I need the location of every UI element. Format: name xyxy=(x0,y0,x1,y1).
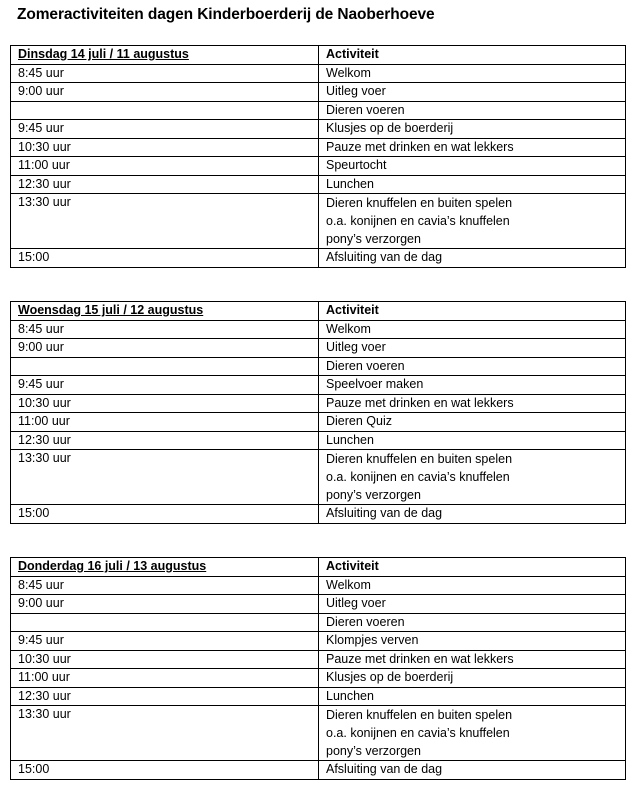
activity-line: Speelvoer maken xyxy=(326,377,424,391)
activity-line: Dieren knuffelen en buiten spelen xyxy=(326,452,513,466)
activity-cell xyxy=(319,194,626,249)
table-row xyxy=(11,101,626,120)
schedule-header-row xyxy=(11,46,626,65)
table-row xyxy=(11,320,626,339)
table-row xyxy=(11,194,626,249)
time-cell: 11:00 uur xyxy=(11,413,319,432)
activity-line: Klusjes op de boerderij xyxy=(326,670,454,684)
activity-line: Uitleg voer xyxy=(326,596,386,610)
activity-line: Pauze met drinken en wat lekkers xyxy=(326,651,514,666)
activity-line: pony’s verzorgen xyxy=(326,232,421,246)
table-row xyxy=(11,138,626,157)
activity-cell xyxy=(319,320,626,339)
table-row xyxy=(11,175,626,194)
activity-line: Dieren knuffelen en buiten spelen xyxy=(326,196,513,210)
day-date-label: Dinsdag 14 juli / 11 augustus xyxy=(18,47,189,61)
table-row xyxy=(11,505,626,524)
day-date-header xyxy=(11,302,319,321)
table-row xyxy=(11,761,626,780)
time-cell: 10:30 uur xyxy=(11,138,319,157)
activity-cell xyxy=(319,669,626,688)
activity-line: Pauze met drinken en wat lekkers xyxy=(326,395,514,410)
activity-cell xyxy=(319,632,626,651)
activity-line: Dieren knuffelen en buiten spelen xyxy=(326,708,513,722)
schedule-table-day-3 xyxy=(10,557,626,780)
time-cell: 9:45 uur xyxy=(11,376,319,395)
activity-line: Lunchen xyxy=(326,432,374,447)
table-row xyxy=(11,613,626,632)
table-row xyxy=(11,394,626,413)
table-row xyxy=(11,576,626,595)
activity-cell xyxy=(319,101,626,120)
time-cell: 13:30 uur xyxy=(11,706,319,761)
activity-line: o.a. konijnen en cavia’s knuffelen xyxy=(326,726,510,740)
activity-cell xyxy=(319,706,626,761)
time-cell xyxy=(11,613,319,632)
activity-cell xyxy=(319,249,626,268)
time-cell: 13:30 uur xyxy=(11,450,319,505)
activity-cell xyxy=(319,376,626,395)
day-date-label: Donderdag 16 juli / 13 augustus xyxy=(18,559,207,573)
time-cell: 12:30 uur xyxy=(11,687,319,706)
time-cell xyxy=(11,101,319,120)
table-row xyxy=(11,357,626,376)
activity-line: Klompjes verven xyxy=(326,633,419,647)
activity-line: Lunchen xyxy=(326,688,374,703)
activity-cell xyxy=(319,394,626,413)
activity-line: Dieren voeren xyxy=(326,358,405,373)
time-cell: 9:45 uur xyxy=(11,120,319,139)
table-row xyxy=(11,632,626,651)
table-row xyxy=(11,64,626,83)
schedule-table-day-2 xyxy=(10,301,626,524)
table-row xyxy=(11,669,626,688)
activity-cell xyxy=(319,138,626,157)
activity-line: o.a. konijnen en cavia’s knuffelen xyxy=(326,470,510,484)
activity-cell xyxy=(319,120,626,139)
activity-line: Dieren voeren xyxy=(326,614,405,629)
time-cell xyxy=(11,357,319,376)
table-row xyxy=(11,157,626,176)
activity-line: Welkom xyxy=(326,65,371,80)
day-date-header xyxy=(11,558,319,577)
time-cell: 11:00 uur xyxy=(11,669,319,688)
activity-line: Afsluiting van de dag xyxy=(326,762,443,776)
time-cell: 12:30 uur xyxy=(11,431,319,450)
table-row xyxy=(11,249,626,268)
table-row xyxy=(11,413,626,432)
activity-cell xyxy=(319,505,626,524)
table-row xyxy=(11,83,626,102)
activity-cell xyxy=(319,339,626,358)
activity-column-header: Activiteit xyxy=(319,46,626,65)
time-cell: 9:00 uur xyxy=(11,595,319,614)
time-cell: 15:00 xyxy=(11,249,319,268)
activity-line: Welkom xyxy=(326,577,371,592)
activity-line: Uitleg voer xyxy=(326,340,386,354)
activity-line: Dieren Quiz xyxy=(326,414,392,428)
time-cell: 12:30 uur xyxy=(11,175,319,194)
activity-line: Lunchen xyxy=(326,176,374,191)
table-row xyxy=(11,376,626,395)
table-row xyxy=(11,687,626,706)
activity-line: Pauze met drinken en wat lekkers xyxy=(326,139,514,154)
activity-cell xyxy=(319,413,626,432)
activity-line: pony’s verzorgen xyxy=(326,744,421,758)
activity-cell xyxy=(319,650,626,669)
day-date-header xyxy=(11,46,319,65)
table-row xyxy=(11,339,626,358)
activity-cell xyxy=(319,175,626,194)
time-cell: 8:45 uur xyxy=(11,320,319,339)
activity-cell xyxy=(319,761,626,780)
activity-line: Welkom xyxy=(326,321,371,336)
activity-cell xyxy=(319,357,626,376)
activity-cell xyxy=(319,64,626,83)
activity-line: Speurtocht xyxy=(326,158,387,172)
time-cell: 9:00 uur xyxy=(11,83,319,102)
activity-cell xyxy=(319,613,626,632)
activity-line: Uitleg voer xyxy=(326,84,386,98)
schedule-header-row xyxy=(11,302,626,321)
day-date-label: Woensdag 15 juli / 12 augustus xyxy=(18,303,204,317)
activity-cell xyxy=(319,450,626,505)
table-row xyxy=(11,431,626,450)
time-cell: 9:00 uur xyxy=(11,339,319,358)
activity-cell xyxy=(319,431,626,450)
schedule-header-row xyxy=(11,558,626,577)
time-cell: 10:30 uur xyxy=(11,650,319,669)
activity-cell xyxy=(319,157,626,176)
time-cell: 8:45 uur xyxy=(11,576,319,595)
time-cell: 15:00 xyxy=(11,761,319,780)
activity-line: Klusjes op de boerderij xyxy=(326,121,454,135)
table-row xyxy=(11,595,626,614)
page-title: Zomeractiviteiten dagen Kinderboerderij de Naoberhoeve xyxy=(17,6,435,23)
time-cell: 8:45 uur xyxy=(11,64,319,83)
activity-cell xyxy=(319,83,626,102)
schedule-table-day-1 xyxy=(10,45,626,268)
activity-line: Dieren voeren xyxy=(326,102,405,117)
table-row xyxy=(11,650,626,669)
activity-column-header: Activiteit xyxy=(319,558,626,577)
activity-column-header: Activiteit xyxy=(319,302,626,321)
activity-line: pony’s verzorgen xyxy=(326,488,421,502)
time-cell: 10:30 uur xyxy=(11,394,319,413)
table-row xyxy=(11,706,626,761)
activity-line: Afsluiting van de dag xyxy=(326,250,443,264)
time-cell: 13:30 uur xyxy=(11,194,319,249)
activity-cell xyxy=(319,576,626,595)
activity-cell xyxy=(319,595,626,614)
time-cell: 15:00 xyxy=(11,505,319,524)
time-cell: 11:00 uur xyxy=(11,157,319,176)
time-cell: 9:45 uur xyxy=(11,632,319,651)
table-row xyxy=(11,120,626,139)
table-row xyxy=(11,450,626,505)
activity-line: Afsluiting van de dag xyxy=(326,506,443,520)
activity-line: o.a. konijnen en cavia’s knuffelen xyxy=(326,214,510,228)
activity-cell xyxy=(319,687,626,706)
